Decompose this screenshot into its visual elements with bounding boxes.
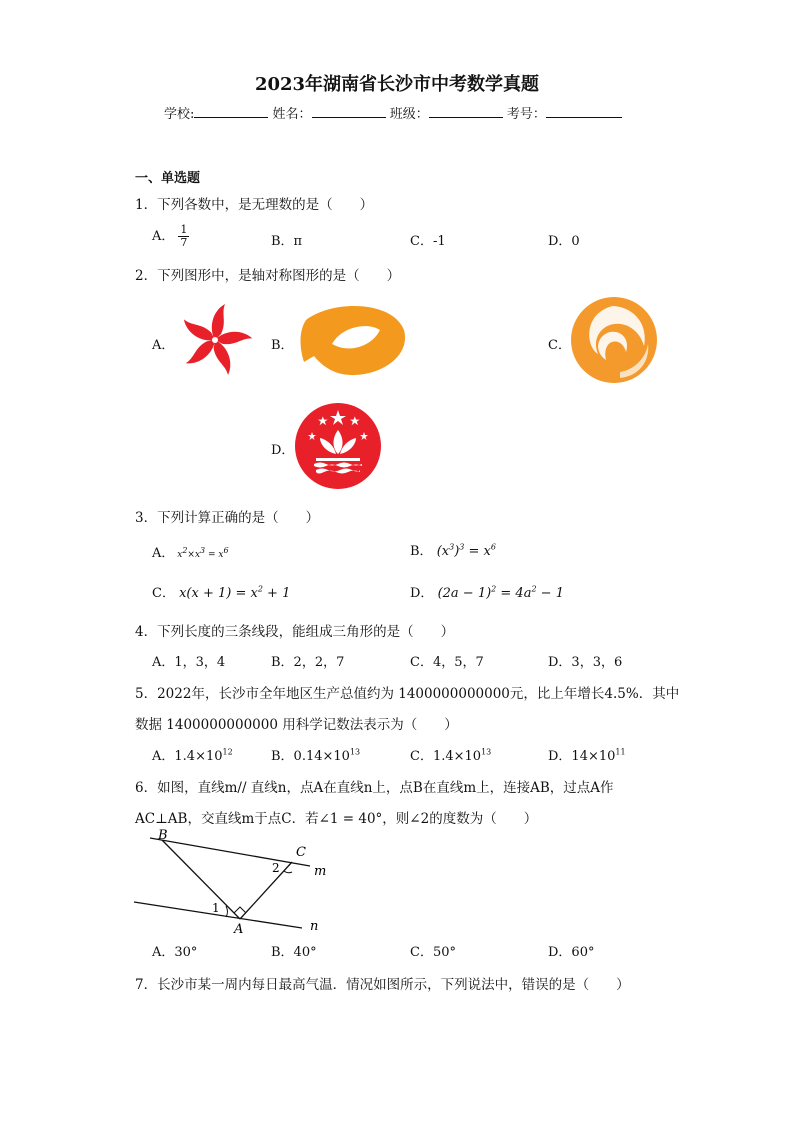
number-label: 考号： xyxy=(506,107,546,122)
q5-stem-line1: 5．2022年，长沙市全年地区生产总值约为 1400000000000元，比上年增长4.5%．其中 xyxy=(135,686,680,702)
q3-option-c[interactable]: C． $x(x + 1) = x^2 + 1$ xyxy=(152,584,291,601)
label-n: n xyxy=(310,919,319,934)
q6-option-a[interactable]: A．30° xyxy=(152,945,198,960)
q1-stem: 1．下列各数中，是无理数的是（ ） xyxy=(135,197,374,213)
q4-option-b[interactable]: B．2，2，7 xyxy=(271,655,345,670)
q4-option-c[interactable]: C．4，5，7 xyxy=(410,655,484,670)
q2-option-d-label[interactable]: D． xyxy=(271,443,295,458)
label-m: m xyxy=(314,864,327,879)
right-angle-mark xyxy=(234,907,246,913)
q6-option-c[interactable]: C．50° xyxy=(410,945,456,960)
q6-geometry-figure xyxy=(130,826,330,938)
class-label: 班级： xyxy=(389,107,429,122)
q6-option-d[interactable]: D．60° xyxy=(548,945,595,960)
q5-option-a[interactable]: A．$1.4\times 10^{12}$ xyxy=(152,747,233,764)
page-title: 2023年湖南省长沙市中考数学真题 xyxy=(254,74,540,95)
q2-option-c-label[interactable]: C． xyxy=(548,338,571,353)
bauhinia-flag-icon xyxy=(174,298,256,380)
phoenix-logo-icon xyxy=(570,296,658,384)
q3-option-b[interactable]: B． $(x^3)^3 = x^6$ xyxy=(410,542,496,559)
segment-ac xyxy=(240,862,292,919)
q5-stem-line2: 数据 1400000000000 用科学记数法表示为（ ） xyxy=(135,717,458,733)
q3-stem: 3．下列计算正确的是（ ） xyxy=(135,510,320,526)
q2-stem: 2．下列图形中，是轴对称图形的是（ ） xyxy=(135,268,401,284)
angle-2-arc xyxy=(284,871,292,873)
q3-option-a[interactable]: A． $x^2\times x^3 = x^6$ xyxy=(152,546,229,561)
label-angle-2: 2 xyxy=(272,861,280,875)
q6-option-b[interactable]: B．40° xyxy=(271,945,317,960)
student-info-line xyxy=(164,103,622,122)
q4-stem: 4．下列长度的三条线段，能组成三角形的是（ ） xyxy=(135,624,455,640)
q1-option-d[interactable]: D．0 xyxy=(548,234,580,249)
q2-option-b-label[interactable]: B． xyxy=(271,338,294,353)
class-field[interactable] xyxy=(429,105,503,118)
q1-option-a[interactable]: A． $\frac{1}{7}$ xyxy=(152,223,188,249)
q7-stem: 7．长沙市某一周内每日最高气温．情况如图所示，下列说法中，错误的是（ ） xyxy=(135,977,630,993)
number-field[interactable] xyxy=(546,105,622,118)
q1-option-b[interactable]: B．π xyxy=(271,234,303,249)
macau-emblem-icon xyxy=(294,402,382,490)
q3-option-d[interactable]: D． $(2a - 1)^2 = 4a^2 - 1$ xyxy=(410,584,564,601)
q5-option-b[interactable]: B．$0.14\times 10^{13}$ xyxy=(271,747,361,764)
q1-option-c[interactable]: C．-1 xyxy=(410,234,446,249)
school-field[interactable] xyxy=(194,105,268,118)
q5-option-d[interactable]: D．$14\times 10^{11}$ xyxy=(548,747,626,764)
label-angle-1: 1 xyxy=(212,901,220,915)
q4-option-d[interactable]: D．3，3，6 xyxy=(548,655,623,670)
q6-stem-line1: 6．如图，直线m// 直线n，点A在直线n上，点B在直线m上，连接AB，过点A作 xyxy=(135,780,614,796)
name-label: 姓名： xyxy=(272,107,312,122)
school-label: 学校: xyxy=(164,107,195,122)
q2-option-a-label[interactable]: A． xyxy=(152,338,175,353)
name-field[interactable] xyxy=(312,105,386,118)
label-b: B xyxy=(158,828,168,843)
q5-option-c[interactable]: C．$1.4\times 10^{13}$ xyxy=(410,747,492,764)
section-title: 一、单选题 xyxy=(135,171,201,186)
label-c: C xyxy=(296,845,306,860)
angle-1-arc xyxy=(226,906,228,917)
q4-option-a[interactable]: A．1，3，4 xyxy=(152,655,226,670)
q6-stem-line2: AC⊥AB，交直线m于点C．若∠1 = 40°，则∠2的度数为（ ） xyxy=(135,811,538,827)
orange-leaf-logo-icon xyxy=(292,300,410,380)
label-a: A xyxy=(234,922,244,937)
